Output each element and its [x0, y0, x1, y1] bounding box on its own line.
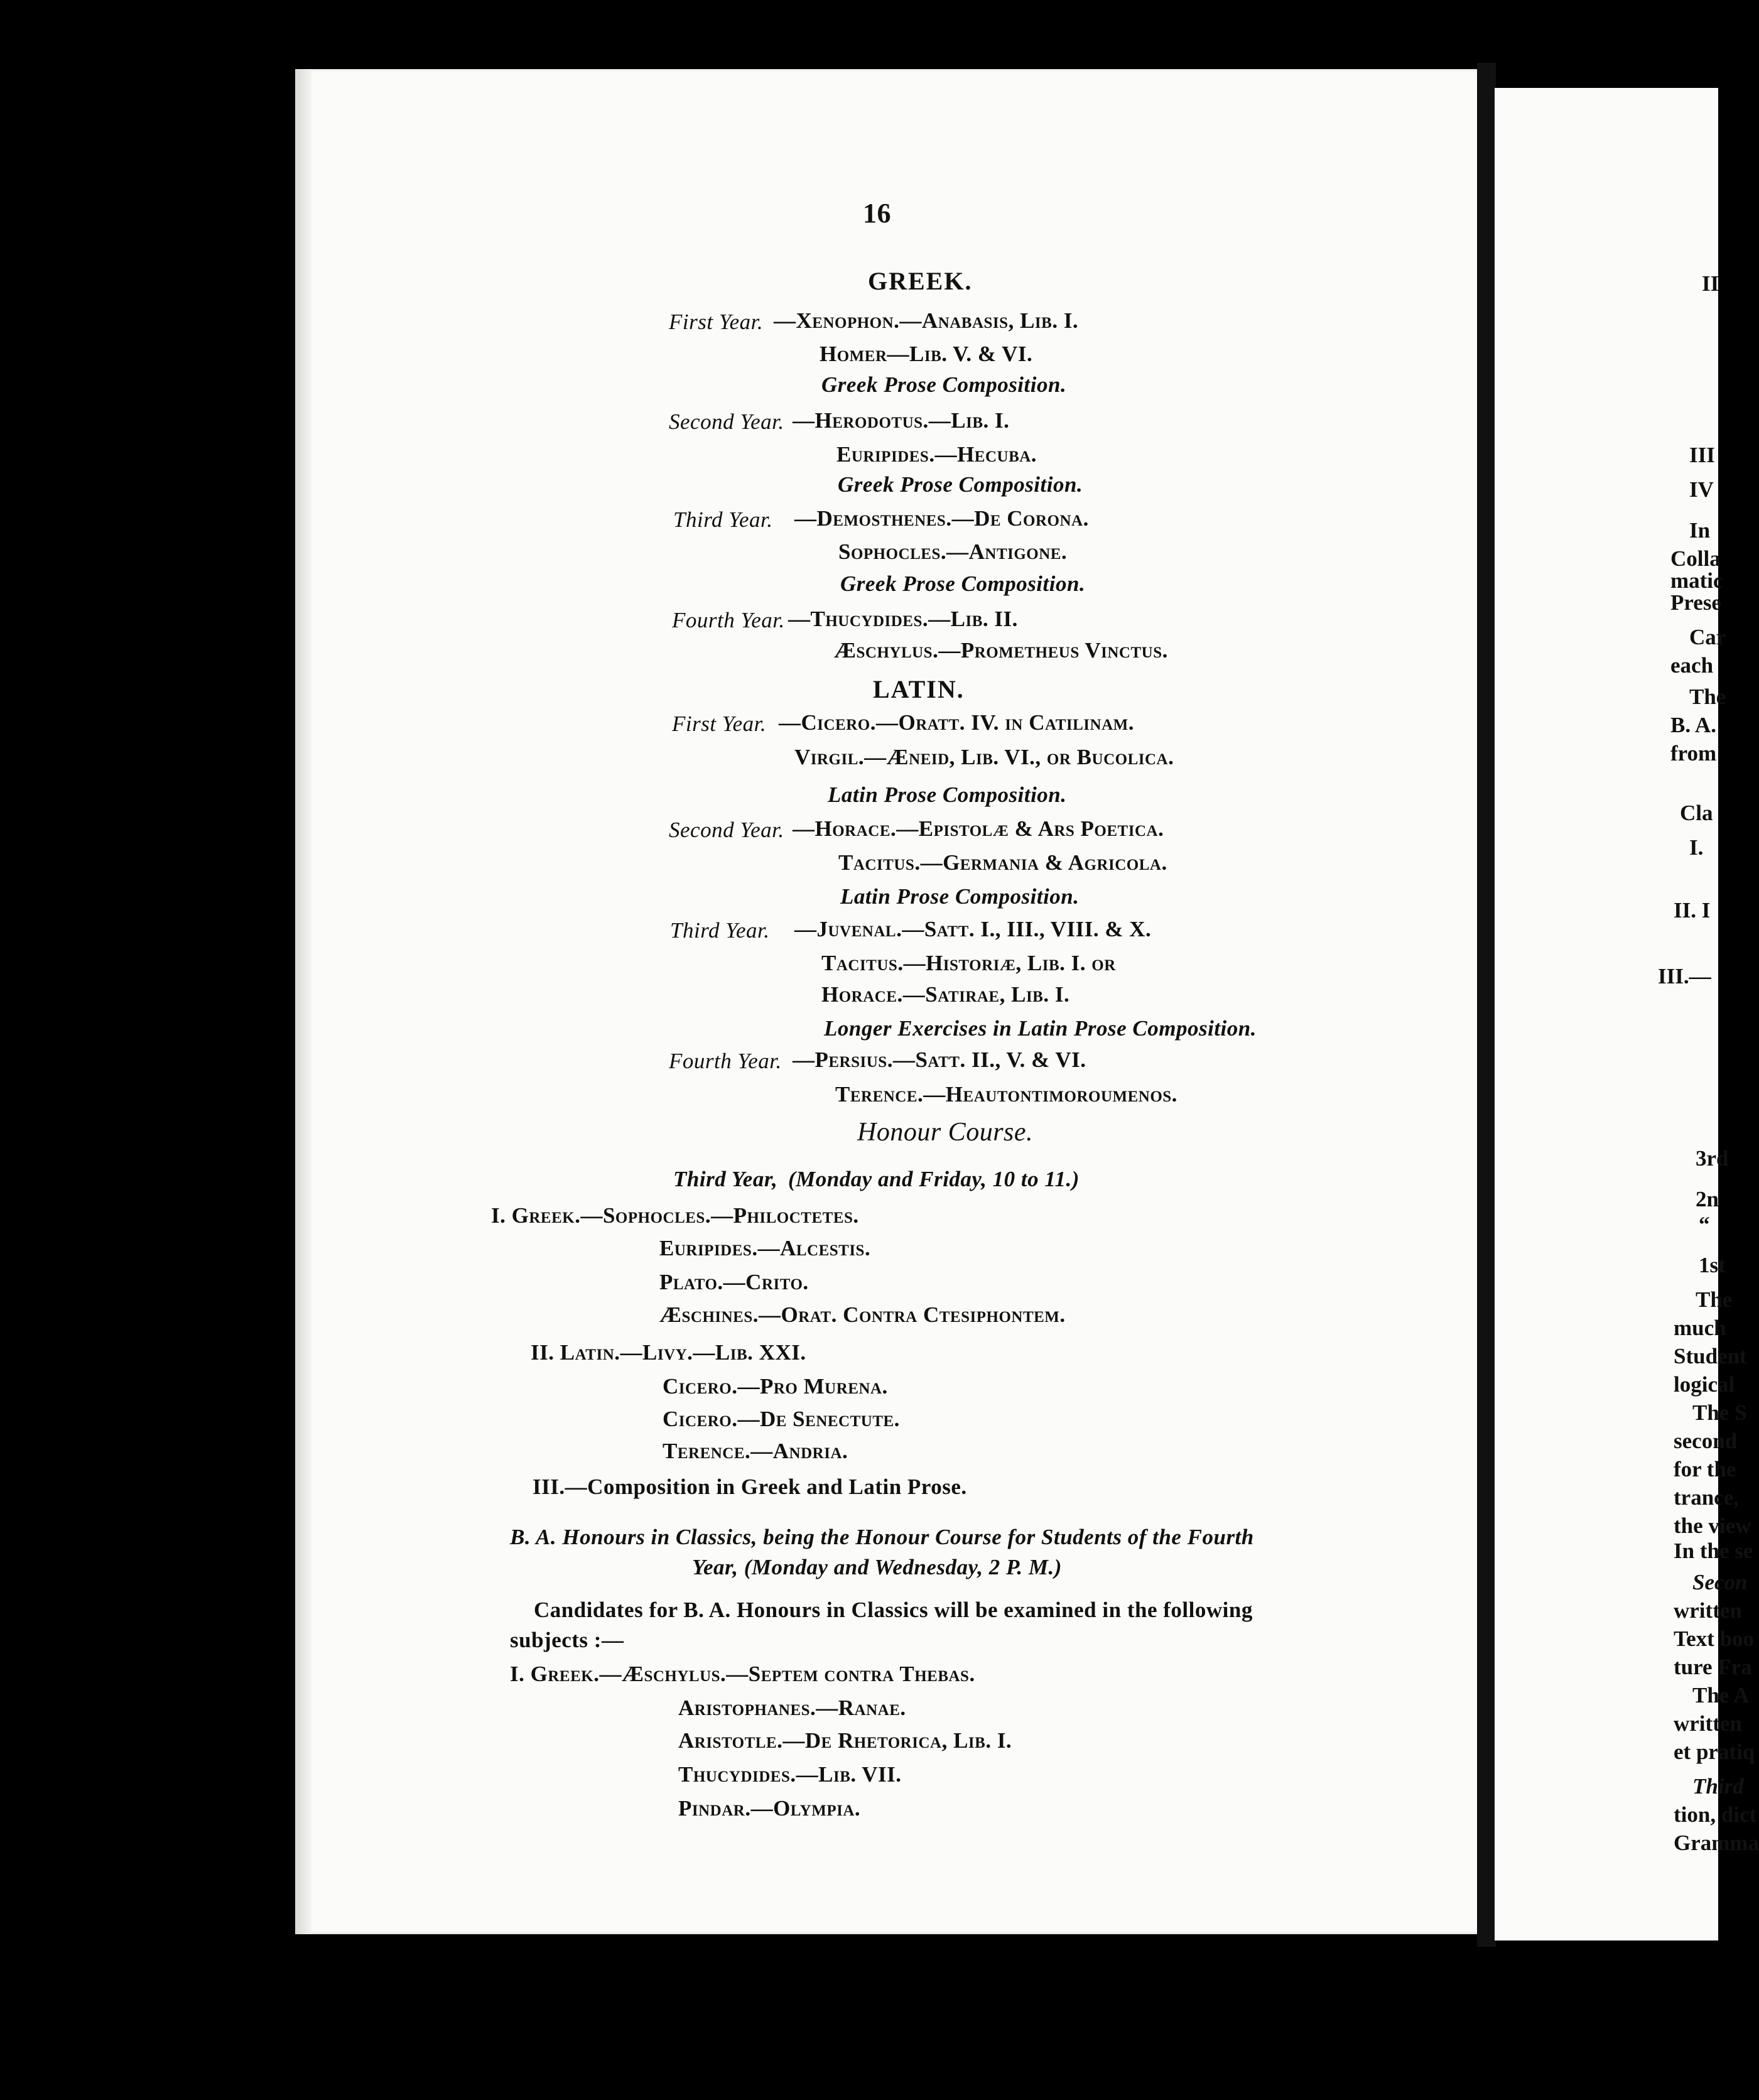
latin-first-year-label: First Year.	[672, 712, 767, 736]
greek-second-year-text: —Herodotus.—Lib. I.	[793, 408, 1010, 433]
facing-fragment: III	[1689, 443, 1715, 467]
facing-fragment: Third	[1692, 1774, 1744, 1799]
latin-third-year-label: Third Year.	[670, 918, 770, 943]
facing-fragment: for the	[1674, 1457, 1736, 1481]
greek-line: Greek Prose Composition.	[838, 472, 1083, 497]
latin-fourth-year-text: —Persius.—Satt. II., V. & VI.	[793, 1047, 1086, 1072]
facing-fragment: The A	[1692, 1683, 1750, 1708]
facing-fragment: tion, dict	[1674, 1802, 1757, 1827]
facing-fragment: Secon	[1692, 1570, 1748, 1594]
facing-fragment: et pratiq	[1674, 1740, 1755, 1764]
greek-first-year-label: First Year.	[669, 310, 764, 334]
facing-fragment: each	[1670, 653, 1714, 678]
latin-line: Virgil.—Æneid, Lib. VI., or Bucolica.	[794, 745, 1174, 769]
latin-line: Tacitus.—Historiæ, Lib. I. or	[821, 951, 1116, 975]
facing-fragment: The	[1689, 685, 1726, 709]
facing-fragment: The	[1696, 1287, 1733, 1312]
ba-honours-intro: Candidates for B. A. Honours in Classics will be examined in the following	[534, 1598, 1253, 1622]
book-gutter	[1477, 63, 1496, 1947]
latin-second-year-label: Second Year.	[669, 818, 784, 842]
honour-schedule-time: (Monday and Friday, 10 to 11.)	[788, 1167, 1080, 1191]
page-edge-shadow	[295, 69, 311, 1934]
greek-line: Greek Prose Composition.	[821, 372, 1067, 397]
facing-fragment: Student	[1674, 1344, 1747, 1368]
ba-greek-line: Aristophanes.—Ranae.	[678, 1696, 906, 1720]
facing-fragment: the view	[1674, 1513, 1751, 1538]
facing-fragment: IV	[1689, 477, 1714, 502]
ba-greek-line: Thucydides.—Lib. VII.	[678, 1762, 902, 1787]
ba-greek-line: Pindar.—Olympia.	[678, 1796, 861, 1821]
facing-fragment: 2n	[1696, 1187, 1719, 1211]
honour-latin-line: Cicero.—De Senectute.	[663, 1407, 900, 1431]
greek-fourth-year-text: —Thucydides.—Lib. II.	[788, 607, 1018, 631]
latin-line: Terence.—Heautontimoroumenos.	[835, 1082, 1177, 1107]
honour-latin-line: Terence.—Andria.	[663, 1439, 848, 1463]
greek-first-year-text: —Xenophon.—Anabasis, Lib. I.	[774, 308, 1079, 333]
greek-fourth-year-label: Fourth Year.	[672, 608, 785, 632]
ba-honours-schedule: Year, (Monday and Wednesday, 2 P. M.)	[692, 1555, 1062, 1579]
facing-fragment: logical	[1674, 1372, 1735, 1397]
greek-third-year-text: —Demosthenes.—De Corona.	[794, 506, 1089, 531]
facing-fragment: III.—	[1658, 964, 1711, 988]
facing-fragment: Colla	[1670, 546, 1721, 571]
greek-line: Greek Prose Composition.	[840, 571, 1086, 596]
greek-line: Sophocles.—Antigone.	[838, 539, 1068, 564]
facing-fragment: II. I	[1674, 898, 1711, 923]
facing-fragment: written	[1674, 1711, 1742, 1736]
honour-greek-line: I. Greek.—Sophocles.—Philoctetes.	[491, 1203, 859, 1228]
facing-fragment: trance,	[1674, 1485, 1739, 1510]
page-number: 16	[863, 198, 891, 229]
greek-third-year-label: Third Year.	[673, 507, 773, 532]
honour-course-heading: Honour Course.	[857, 1118, 1034, 1147]
honour-schedule-year: Third Year,	[673, 1167, 778, 1191]
greek-line: Homer—Lib. V. & VI.	[820, 342, 1033, 366]
facing-fragment: Cla	[1680, 801, 1713, 825]
latin-line: Latin Prose Composition.	[828, 782, 1067, 807]
facing-fragment: The S	[1692, 1400, 1747, 1425]
ba-honours-title: B. A. Honours in Classics, being the Honour Course for Students of the Fourth	[510, 1525, 1254, 1549]
facing-fragment: from	[1670, 741, 1717, 766]
latin-line: Horace.—Satirae, Lib. I.	[821, 982, 1070, 1007]
facing-fragment: I.	[1689, 835, 1704, 860]
facing-fragment: ture Fra	[1674, 1655, 1752, 1679]
facing-fragment: much	[1674, 1316, 1726, 1340]
latin-heading: LATIN.	[873, 675, 965, 703]
honour-greek-line: Æschines.—Orat. Contra Ctesiphontem.	[659, 1302, 1066, 1327]
ba-greek-line: I. Greek.—Æschylus.—Septem contra Thebas.	[510, 1662, 975, 1686]
greek-second-year-label: Second Year.	[669, 409, 784, 434]
latin-first-year-text: —Cicero.—Oratt. IV. in Catilinam.	[779, 710, 1134, 735]
latin-line: Tacitus.—Germania & Agricola.	[838, 850, 1167, 875]
honour-composition-line: III.—Composition in Greek and Latin Prose.	[533, 1475, 967, 1499]
ba-honours-intro: subjects :—	[510, 1628, 624, 1652]
greek-heading: GREEK.	[868, 267, 973, 295]
facing-fragment: second	[1674, 1429, 1738, 1453]
greek-line: Euripides.—Hecuba.	[836, 442, 1037, 467]
facing-fragment: In	[1689, 518, 1711, 543]
facing-fragment: 1st	[1699, 1253, 1726, 1277]
facing-fragment: In the se	[1674, 1539, 1753, 1563]
facing-fragment: Car	[1689, 625, 1726, 649]
latin-third-year-text: —Juvenal.—Satt. I., III., VIII. & X.	[794, 917, 1152, 941]
honour-latin-line: II. Latin.—Livy.—Lib. XXI.	[531, 1340, 806, 1365]
latin-second-year-text: —Horace.—Epistolæ & Ars Poetica.	[793, 816, 1164, 841]
latin-line: Latin Prose Composition.	[840, 884, 1080, 909]
greek-line: Æschylus.—Prometheus Vinctus.	[834, 638, 1168, 663]
honour-greek-line: Plato.—Crito.	[659, 1270, 809, 1294]
facing-fragment: B. A.	[1670, 713, 1716, 737]
latin-line: Longer Exercises in Latin Prose Composition.	[824, 1016, 1257, 1041]
honour-greek-line: Euripides.—Alcestis.	[659, 1236, 871, 1260]
honour-latin-line: Cicero.—Pro Murena.	[663, 1374, 888, 1399]
facing-fragment: written	[1674, 1598, 1742, 1623]
ba-greek-line: Aristotle.—De Rhetorica, Lib. I.	[678, 1728, 1012, 1753]
facing-fragment: Text boo	[1674, 1626, 1755, 1651]
facing-fragment: Gramma	[1674, 1831, 1759, 1855]
facing-fragment: Prese	[1670, 590, 1721, 615]
facing-fragment: 3rd	[1696, 1146, 1729, 1171]
facing-fragment: “	[1699, 1212, 1710, 1237]
facing-fragment: matic	[1670, 568, 1723, 593]
latin-fourth-year-label: Fourth Year.	[669, 1049, 782, 1073]
facing-fragment: II	[1702, 271, 1719, 296]
